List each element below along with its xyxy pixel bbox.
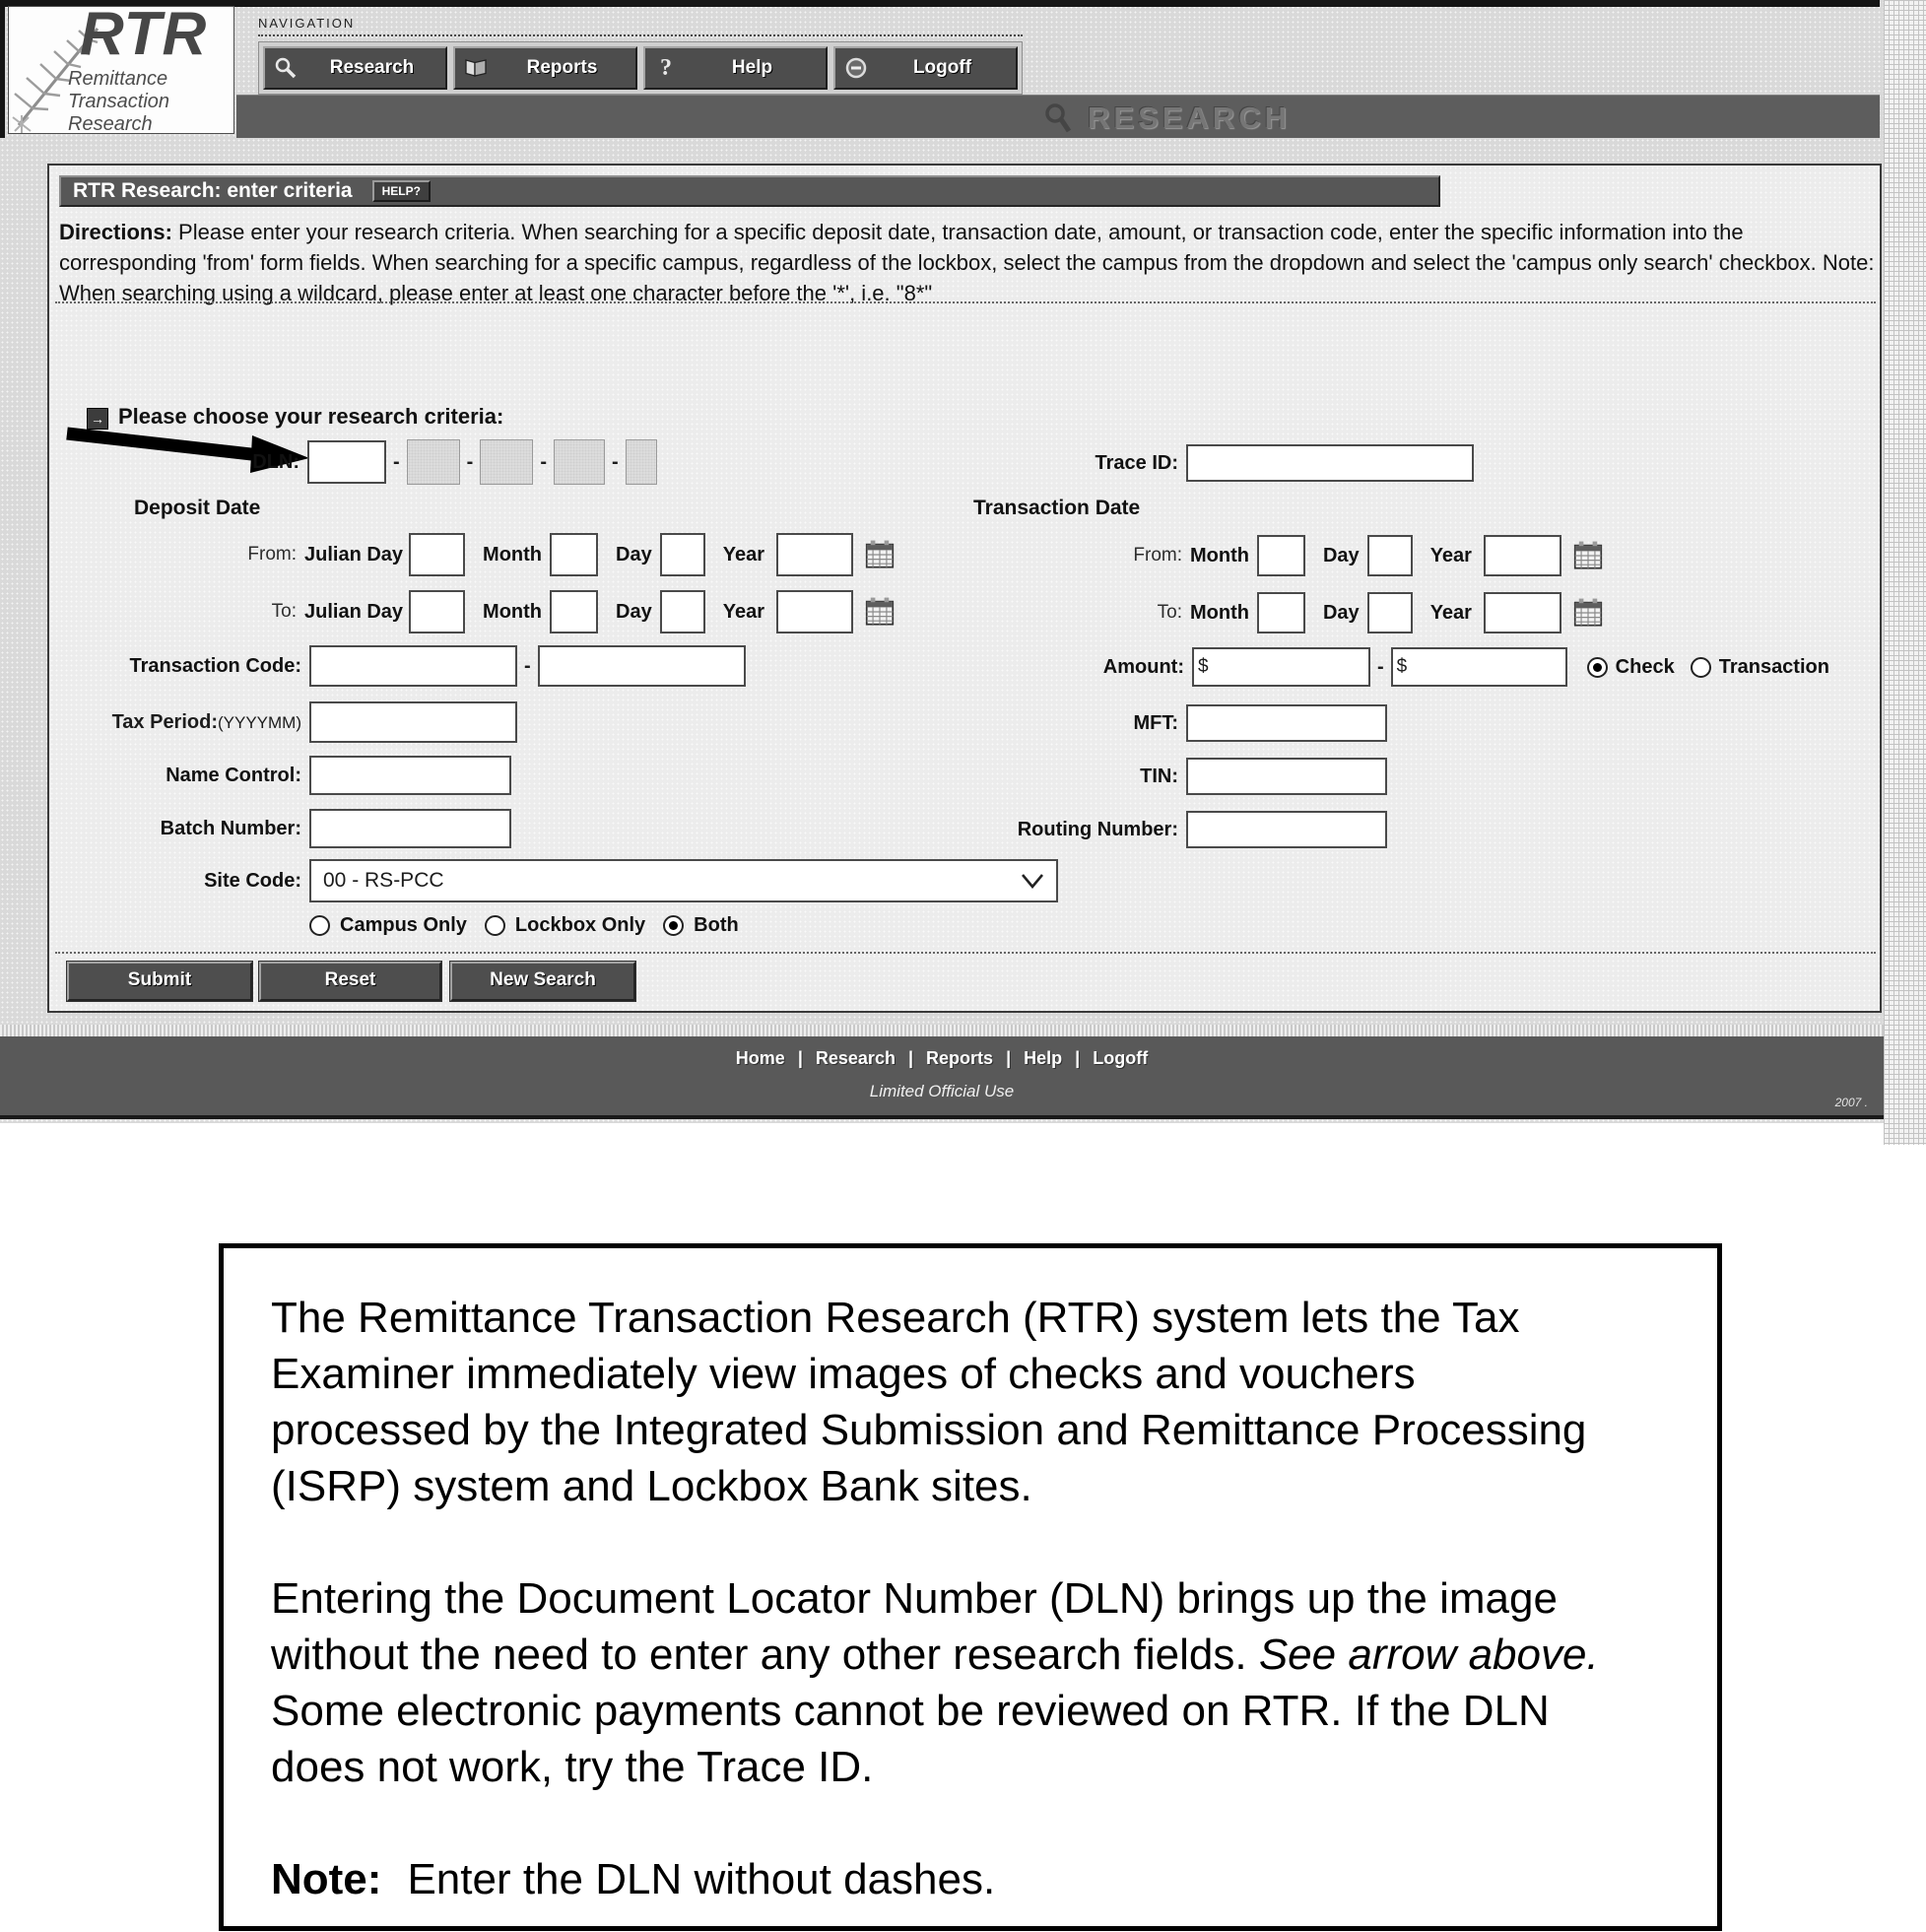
dln-segment-disabled	[626, 439, 657, 485]
footer-border	[0, 1115, 1884, 1119]
site-code-row	[108, 859, 1058, 902]
nav-button-label: Reports	[526, 57, 598, 78]
banner-title: RESEARCH	[1088, 100, 1291, 135]
julian-day-label: Julian Day	[304, 543, 404, 566]
dash: -	[612, 450, 619, 473]
minus-circle-icon	[843, 55, 869, 81]
dln-segment-disabled	[554, 439, 605, 485]
nav-button-logoff[interactable]	[833, 46, 1018, 90]
site-code-label: Site Code:	[204, 869, 301, 892]
new-search-button[interactable]: New Search	[450, 962, 635, 1001]
dash: -	[540, 450, 548, 473]
day-label: Day	[1322, 544, 1360, 566]
logo-acronym: RTR	[80, 6, 208, 68]
criteria-heading: Please choose your research criteria:	[118, 404, 504, 429]
radio-check-label: Check	[1615, 655, 1675, 678]
amount-row	[981, 646, 1829, 688]
to-label: To:	[271, 601, 297, 622]
routing-number-label: Routing Number:	[1017, 818, 1178, 840]
tax-period-label: Tax Period:	[111, 710, 218, 733]
submit-button[interactable]: Submit	[67, 962, 252, 1001]
info-italic-note: See arrow above.	[1258, 1631, 1599, 1679]
search-icon	[1042, 101, 1074, 135]
footer	[0, 1036, 1884, 1115]
navigation-divider	[258, 33, 1023, 36]
tin-row	[981, 757, 1387, 796]
amount-to-input[interactable]	[1391, 647, 1567, 687]
rtr-logo	[8, 6, 234, 134]
lockbox-only-label: Lockbox Only	[514, 913, 646, 936]
book-icon	[463, 55, 489, 81]
research-criteria-panel	[47, 164, 1882, 1013]
trace-id-input[interactable]	[1186, 444, 1474, 482]
day-label: Day	[616, 543, 652, 566]
deposit-to-day-input[interactable]	[660, 590, 705, 633]
deposit-from-month-input[interactable]	[550, 533, 598, 576]
logo-line-2: Transaction	[68, 91, 170, 112]
deposit-from-day-input[interactable]	[660, 533, 705, 576]
dash: -	[524, 654, 531, 677]
deposit-to-julian-input[interactable]	[409, 590, 465, 633]
routing-number-input[interactable]	[1186, 811, 1387, 848]
separator: |	[1006, 1048, 1012, 1068]
footer-link-reports[interactable]: Reports	[926, 1048, 994, 1068]
separator: |	[907, 1048, 914, 1068]
name-control-label: Name Control:	[166, 764, 301, 786]
dash: -	[466, 450, 474, 473]
transaction-from-year-input[interactable]	[1484, 535, 1561, 576]
mft-label: MFT:	[1133, 711, 1178, 734]
nav-button-label: Logoff	[912, 57, 972, 78]
radio-transaction[interactable]	[1691, 657, 1711, 678]
transaction-to-day-input[interactable]	[1367, 592, 1413, 633]
mft-row	[981, 703, 1387, 743]
amount-from-input[interactable]	[1192, 647, 1370, 687]
site-code-select[interactable]	[309, 859, 1058, 902]
radio-check[interactable]	[1587, 657, 1608, 678]
footer-link-logoff[interactable]: Logoff	[1093, 1048, 1149, 1068]
currency-symbol: $	[1396, 656, 1408, 677]
nav-button-label: Research	[329, 57, 415, 78]
name-control-input[interactable]	[309, 756, 511, 795]
amount-label: Amount:	[1102, 655, 1184, 678]
day-label: Day	[616, 600, 652, 623]
batch-number-label: Batch Number:	[160, 817, 301, 839]
radio-transaction-label: Transaction	[1718, 655, 1829, 678]
scope-row	[309, 912, 739, 938]
footer-notice: Limited Official Use	[869, 1082, 1015, 1100]
to-label: To:	[1157, 602, 1182, 623]
transaction-date-from-row	[1074, 534, 1603, 577]
tax-period-input[interactable]	[309, 701, 517, 743]
dln-row	[108, 439, 657, 485]
transaction-from-month-input[interactable]	[1257, 535, 1305, 576]
page-texture	[1884, 0, 1926, 1145]
directions-label: Directions:	[59, 220, 172, 244]
navigation-label: NAVIGATION	[258, 16, 356, 31]
month-label: Month	[1190, 544, 1249, 566]
footer-link-research[interactable]: Research	[815, 1048, 896, 1068]
separator: |	[1075, 1048, 1081, 1068]
help-button[interactable]: HELP?	[372, 180, 431, 202]
year-label: Year	[722, 543, 764, 566]
tax-period-row	[108, 701, 517, 743]
from-label: From:	[1133, 545, 1182, 566]
deposit-date-from-row	[108, 532, 895, 577]
info-paragraph-2: Entering the Document Locator Number (DLN) brings up the image without the need to enter any other research fields. See arrow above. Some electronic payments cannot be reviewed on RTR. If the DLN does not work, try the Trace ID.	[271, 1574, 1599, 1791]
radio-lockbox-only[interactable]	[485, 915, 505, 936]
deposit-date-to-row	[108, 589, 895, 634]
tin-input[interactable]	[1186, 758, 1387, 795]
transaction-code-label: Transaction Code:	[129, 654, 301, 677]
directions-text: Directions: Please enter your research criteria. When searching for a specific deposit date, transaction date, amount, or transaction code, enter the specific information into the corresponding 'from' form fields. When searching for a specific campus, regardless of the lockbox, select the campus from the dropdown and select the 'campus only search' checkbox. Note: When searching using a wildcard, please enter at least one character before the '*', i.e. "8*"	[59, 220, 1875, 305]
deposit-from-year-input[interactable]	[776, 533, 853, 576]
footer-link-help[interactable]: Help	[1024, 1048, 1063, 1068]
transaction-date-heading: Transaction Date	[973, 497, 1141, 519]
info-note: Note: Enter the DLN without dashes.	[271, 1855, 996, 1903]
radio-campus-only[interactable]	[309, 915, 330, 936]
panel-title: RTR Research: enter criteria	[73, 179, 353, 202]
tin-label: TIN:	[1140, 765, 1178, 787]
deposit-from-julian-input[interactable]	[409, 533, 465, 576]
footer-link-home[interactable]: Home	[735, 1048, 785, 1068]
dln-segment-disabled	[480, 439, 533, 485]
separator: |	[797, 1048, 803, 1068]
transaction-code-to-input[interactable]	[538, 645, 746, 687]
panel-titlebar	[59, 175, 1440, 207]
transaction-code-row	[108, 644, 746, 688]
info-paragraph-1: The Remittance Transaction Research (RTR) system lets the Tax Examiner immediately view images of checks and vouchers processed by the Integrated Submission and Remittance Processing (ISRP) system and Lockbox Bank sites.	[271, 1294, 1587, 1510]
batch-number-input[interactable]	[309, 809, 511, 848]
routing-number-row	[981, 810, 1387, 849]
footer-links	[0, 1048, 1884, 1069]
logo-line-3: Research	[68, 113, 153, 134]
transaction-to-year-input[interactable]	[1484, 592, 1561, 633]
nav-button-research[interactable]	[263, 46, 447, 90]
chevron-down-icon	[1021, 873, 1044, 889]
transaction-date-to-row	[1074, 591, 1603, 634]
mft-input[interactable]	[1186, 704, 1387, 742]
navigation-bar	[258, 41, 1023, 95]
from-label: From:	[247, 544, 297, 565]
both-label: Both	[694, 913, 739, 936]
campus-only-label: Campus Only	[340, 913, 467, 936]
radio-both[interactable]	[663, 915, 684, 936]
reset-button[interactable]: Reset	[259, 962, 441, 1001]
logo-text	[68, 68, 169, 134]
transaction-code-from-input[interactable]	[309, 645, 517, 687]
research-banner	[236, 95, 1880, 138]
calendar-icon[interactable]	[865, 540, 895, 569]
footer-year: 2007 .	[1834, 1096, 1868, 1109]
search-icon	[273, 55, 299, 81]
year-label: Year	[1429, 601, 1472, 624]
month-label: Month	[483, 543, 543, 566]
transaction-to-month-input[interactable]	[1257, 592, 1305, 633]
nav-button-help[interactable]	[643, 46, 828, 90]
deposit-date-heading: Deposit Date	[134, 497, 261, 519]
tax-period-format: (YYYYMM)	[218, 712, 301, 732]
logo-line-1: Remittance	[68, 68, 168, 90]
note-label: Note:	[271, 1855, 382, 1903]
name-control-row	[108, 755, 511, 796]
deposit-to-month-input[interactable]	[550, 590, 598, 633]
info-box	[219, 1243, 1722, 1931]
julian-day-label: Julian Day	[304, 600, 404, 623]
deposit-to-year-input[interactable]	[776, 590, 853, 633]
currency-symbol: $	[1198, 656, 1209, 677]
calendar-icon[interactable]	[1573, 598, 1603, 628]
dln-input[interactable]	[307, 440, 386, 484]
left-border	[0, 0, 5, 138]
year-label: Year	[722, 600, 764, 623]
calendar-icon[interactable]	[1573, 541, 1603, 570]
nav-button-reports[interactable]	[453, 46, 637, 90]
dash: -	[1377, 655, 1384, 678]
day-label: Day	[1322, 601, 1360, 624]
dln-label: DLN:	[252, 450, 299, 473]
batch-number-row	[108, 808, 511, 849]
year-label: Year	[1429, 544, 1472, 566]
top-border	[0, 0, 1880, 7]
transaction-from-day-input[interactable]	[1367, 535, 1413, 576]
trace-id-label: Trace ID:	[1095, 451, 1178, 474]
month-label: Month	[1190, 601, 1249, 624]
dash: -	[393, 450, 400, 473]
question-icon: ?	[660, 54, 672, 81]
divider	[55, 301, 1876, 303]
month-label: Month	[483, 600, 543, 623]
footer-strip	[0, 1025, 1884, 1036]
divider	[55, 952, 1876, 954]
site-code-value: 00 - RS-PCC	[323, 869, 444, 892]
arrow-right-icon: →	[87, 408, 108, 430]
calendar-icon[interactable]	[865, 597, 895, 627]
nav-button-label: Help	[731, 57, 773, 78]
trace-id-row	[981, 443, 1474, 483]
dln-segment-disabled	[407, 439, 460, 485]
